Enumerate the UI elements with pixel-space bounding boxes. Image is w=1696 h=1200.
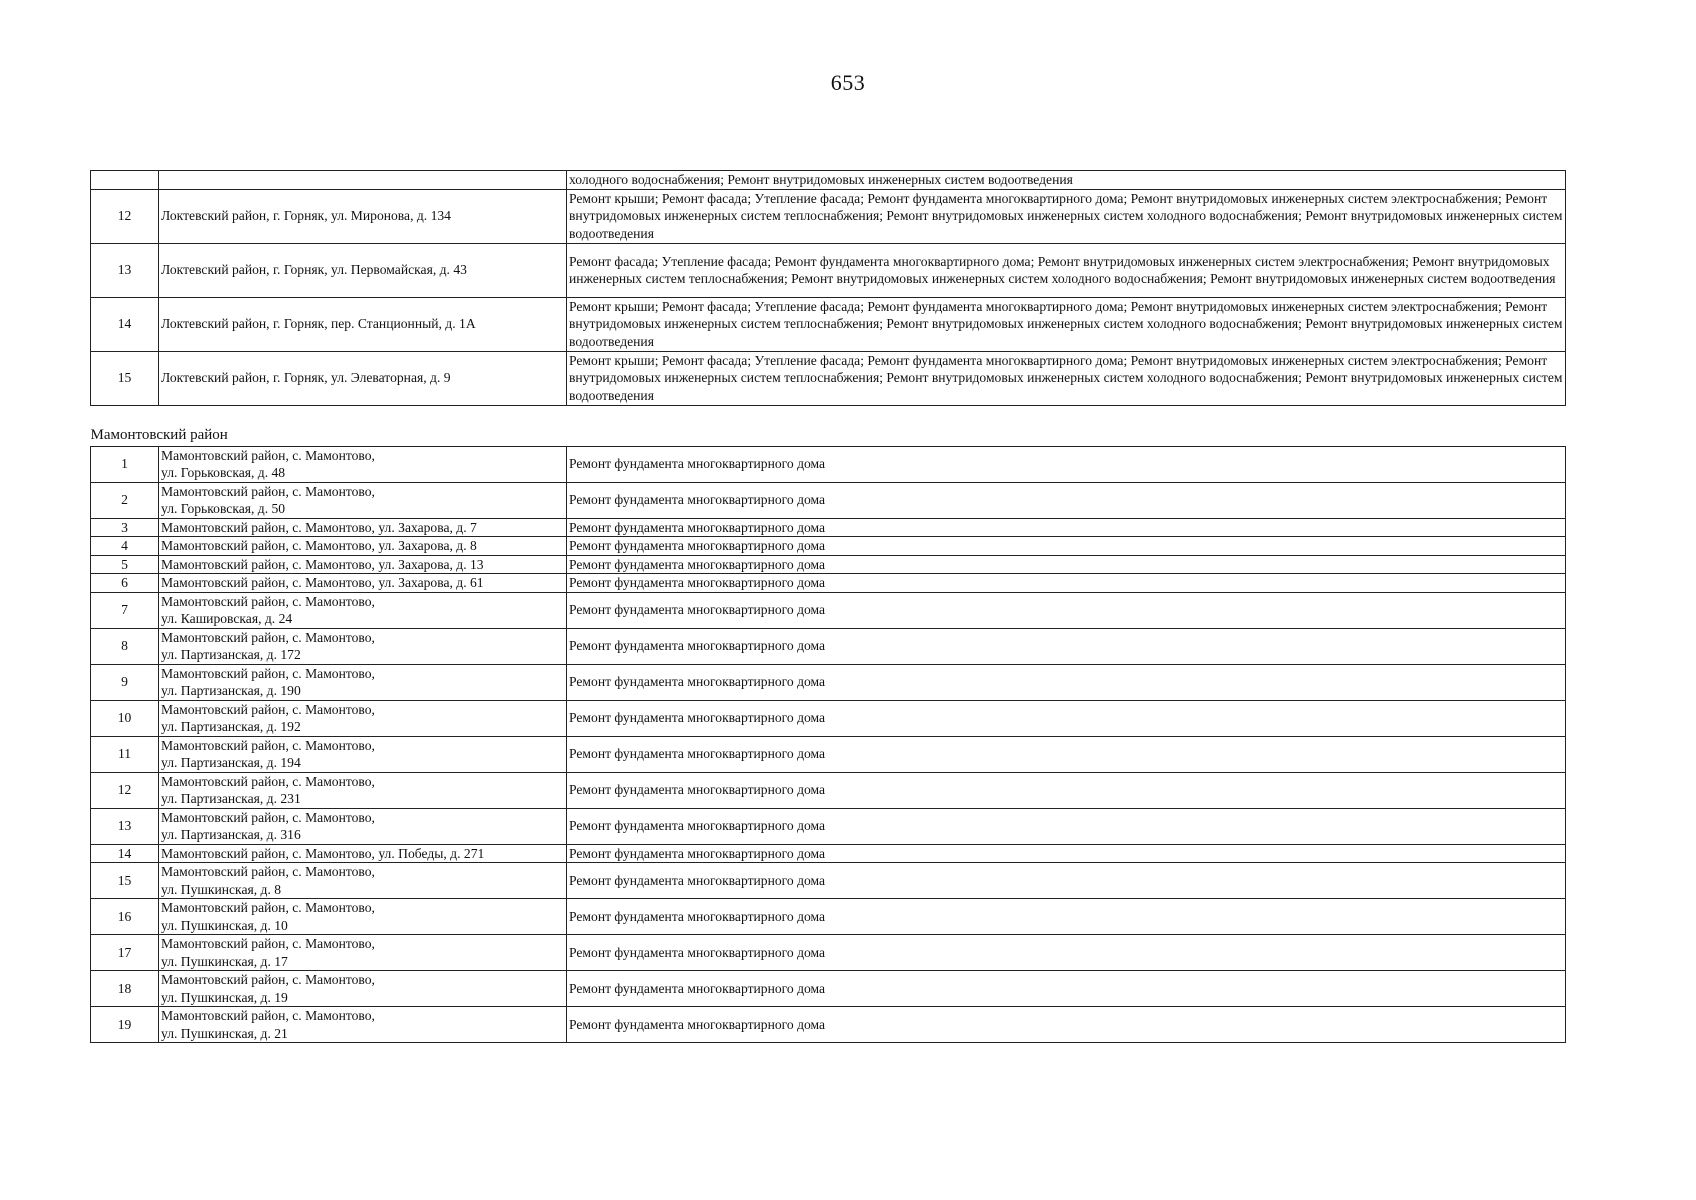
table-row — [91, 772, 1566, 808]
address-line-1: Мамонтовский район, с. Мамонтово, — [161, 483, 375, 499]
row-number: 16 — [91, 899, 159, 935]
row-works: Ремонт фундамента многоквартирного дома — [567, 971, 1566, 1007]
row-address — [159, 592, 567, 628]
row-number: 13 — [91, 243, 159, 297]
row-works: Ремонт фундамента многоквартирного дома — [567, 574, 1566, 593]
table-row — [91, 935, 1566, 971]
address-line-1: Мамонтовский район, с. Мамонтово, — [161, 665, 375, 681]
row-works: Ремонт фундамента многоквартирного дома — [567, 628, 1566, 664]
address-line-1: Мамонтовский район, с. Мамонтово, ул. Победы, д. 271 — [161, 845, 485, 861]
table-row — [91, 555, 1566, 574]
row-address — [159, 863, 567, 899]
row-number: 15 — [91, 351, 159, 405]
row-works: Ремонт фундамента многоквартирного дома — [567, 518, 1566, 537]
row-works: Ремонт фундамента многоквартирного дома — [567, 1007, 1566, 1043]
address-line-1: Мамонтовский район, с. Мамонтово, ул. Захарова, д. 61 — [161, 575, 484, 590]
table-row — [91, 189, 1566, 243]
row-address — [159, 971, 567, 1007]
address-line-2: ул. Пушкинская, д. 17 — [161, 953, 288, 969]
row-address — [159, 935, 567, 971]
row-number: 15 — [91, 863, 159, 899]
table-row — [91, 844, 1566, 863]
row-works: Ремонт фундамента многоквартирного дома — [567, 808, 1566, 844]
row-address — [159, 537, 567, 556]
row-works: Ремонт крыши; Ремонт фасада; Утепление фасада; Ремонт фундамента многоквартирного дома; Ремонт внутридомовых инженерных систем электроснабжения; Ремонт внутридомовых инженерных систем теплоснабжения; Ремонт внутридомовых инженерных систем холодного водоснабжения; Ремонт внутридомовых инженерных систем водоотведения — [567, 297, 1566, 351]
address-line-1: Мамонтовский район, с. Мамонтово, — [161, 629, 375, 645]
row-address — [159, 574, 567, 593]
row-works: Ремонт фундамента многоквартирного дома — [567, 899, 1566, 935]
row-address: Локтевский район, г. Горняк, ул. Первомайская, д. 43 — [159, 243, 567, 297]
row-number: 19 — [91, 1007, 159, 1043]
row-number: 4 — [91, 537, 159, 556]
address-line-2: ул. Пушкинская, д. 8 — [161, 881, 282, 897]
row-number: 17 — [91, 935, 159, 971]
address-line-1: Мамонтовский район, с. Мамонтово, — [161, 972, 375, 987]
repair-registry-body — [91, 171, 1566, 1043]
table-row — [91, 574, 1566, 593]
address-line-1: Мамонтовский район, с. Мамонтово, — [161, 936, 375, 951]
repair-registry-table — [90, 170, 1566, 1043]
row-works: Ремонт фундамента многоквартирного дома — [567, 935, 1566, 971]
table-row — [91, 482, 1566, 518]
row-address — [159, 482, 567, 518]
table-row — [91, 592, 1566, 628]
row-number: 12 — [91, 189, 159, 243]
row-number: 7 — [91, 592, 159, 628]
row-address — [159, 700, 567, 736]
row-number: 6 — [91, 574, 159, 593]
row-address: Локтевский район, г. Горняк, ул. Миронова, д. 134 — [159, 189, 567, 243]
address-line-1: Мамонтовский район, с. Мамонтово, — [161, 900, 375, 915]
row-works: Ремонт фундамента многоквартирного дома — [567, 555, 1566, 574]
row-works: Ремонт фундамента многоквартирного дома — [567, 537, 1566, 556]
row-address — [159, 628, 567, 664]
address-line-2: ул. Партизанская, д. 316 — [161, 827, 301, 842]
row-address: Локтевский район, г. Горняк, пер. Станционный, д. 1А — [159, 297, 567, 351]
row-works: Ремонт фундамента многоквартирного дома — [567, 863, 1566, 899]
address-line-1: Мамонтовский район, с. Мамонтово, — [161, 864, 375, 879]
table-row — [91, 628, 1566, 664]
row-address — [159, 555, 567, 574]
address-line-1: Мамонтовский район, с. Мамонтово, — [161, 737, 375, 753]
address-line-2: ул. Пушкинская, д. 21 — [161, 1025, 288, 1041]
row-address — [159, 518, 567, 537]
address-line-2: ул. Партизанская, д. 194 — [161, 755, 301, 770]
row-number: 1 — [91, 446, 159, 482]
row-works: Ремонт фундамента многоквартирного дома — [567, 446, 1566, 482]
page-number: 653 — [830, 70, 866, 95]
table-row — [91, 518, 1566, 537]
row-number — [91, 171, 159, 190]
table-row-continuation — [91, 171, 1566, 190]
address-line-1: Мамонтовский район, с. Мамонтово, — [161, 701, 375, 717]
address-line-1: Мамонтовский район, с. Мамонтово, — [161, 773, 375, 789]
address-line-2: ул. Пушкинская, д. 19 — [161, 989, 288, 1005]
address-line-2: ул. Партизанская, д. 172 — [161, 647, 301, 662]
row-address — [159, 171, 567, 190]
table-row — [91, 446, 1566, 482]
table-row — [91, 664, 1566, 700]
table-row — [91, 736, 1566, 772]
address-line-1: Мамонтовский район, с. Мамонтово, — [161, 593, 375, 609]
row-address — [159, 844, 567, 863]
address-line-1: Мамонтовский район, с. Мамонтово, ул. Захарова, д. 8 — [161, 538, 477, 553]
table-row — [91, 297, 1566, 351]
row-works: Ремонт фундамента многоквартирного дома — [567, 482, 1566, 518]
row-number: 18 — [91, 971, 159, 1007]
row-address — [159, 772, 567, 808]
row-works: Ремонт крыши; Ремонт фасада; Утепление фасада; Ремонт фундамента многоквартирного дома; Ремонт внутридомовых инженерных систем электроснабжения; Ремонт внутридомовых инженерных систем теплоснабжения; Ремонт внутридомовых инженерных систем холодного водоснабжения; Ремонт внутридомовых инженерных систем водоотведения — [567, 189, 1566, 243]
address-line-2: ул. Партизанская, д. 231 — [161, 791, 301, 806]
section-header-row — [91, 405, 1566, 446]
row-number: 11 — [91, 736, 159, 772]
table-row — [91, 351, 1566, 405]
row-number: 14 — [91, 297, 159, 351]
row-works: Ремонт фундамента многоквартирного дома — [567, 772, 1566, 808]
address-line-2: ул. Горьковская, д. 48 — [161, 465, 286, 480]
row-works: Ремонт крыши; Ремонт фасада; Утепление фасада; Ремонт фундамента многоквартирного дома; Ремонт внутридомовых инженерных систем электроснабжения; Ремонт внутридомовых инженерных систем теплоснабжения; Ремонт внутридомовых инженерных систем холодного водоснабжения; Ремонт внутридомовых инженерных систем водоотведения — [567, 351, 1566, 405]
row-works: холодного водоснабжения; Ремонт внутридомовых инженерных систем водоотведения — [567, 171, 1566, 190]
address-line-2: ул. Горьковская, д. 50 — [161, 501, 286, 516]
row-works: Ремонт фундамента многоквартирного дома — [567, 664, 1566, 700]
row-works: Ремонт фундамента многоквартирного дома — [567, 700, 1566, 736]
address-line-1: Мамонтовский район, с. Мамонтово, — [161, 809, 375, 825]
row-address — [159, 446, 567, 482]
address-line-1: Мамонтовский район, с. Мамонтово, — [161, 1008, 375, 1023]
row-works: Ремонт фасада; Утепление фасада; Ремонт фундамента многоквартирного дома; Ремонт внутридомовых инженерных систем электроснабжения; Ремонт внутридомовых инженерных систем теплоснабжения; Ремонт внутридомовых инженерных систем холодного водоснабжения; Ремонт внутридомовых инженерных систем водоотведения — [567, 243, 1566, 297]
row-number: 12 — [91, 772, 159, 808]
address-line-2: ул. Партизанская, д. 192 — [161, 719, 301, 734]
row-works: Ремонт фундамента многоквартирного дома — [567, 844, 1566, 863]
row-number: 10 — [91, 700, 159, 736]
row-number: 13 — [91, 808, 159, 844]
row-address — [159, 808, 567, 844]
address-line-2: ул. Партизанская, д. 190 — [161, 683, 301, 698]
address-line-2: ул. Кашировская, д. 24 — [161, 611, 293, 626]
row-number: 3 — [91, 518, 159, 537]
row-address: Локтевский район, г. Горняк, ул. Элеваторная, д. 9 — [159, 351, 567, 405]
row-works: Ремонт фундамента многоквартирного дома — [567, 592, 1566, 628]
table-row — [91, 1007, 1566, 1043]
address-line-1: Мамонтовский район, с. Мамонтово, ул. Захарова, д. 13 — [161, 556, 484, 572]
row-number: 8 — [91, 628, 159, 664]
table-row — [91, 537, 1566, 556]
row-address — [159, 664, 567, 700]
row-number: 14 — [91, 844, 159, 863]
row-number: 5 — [91, 555, 159, 574]
row-address — [159, 736, 567, 772]
table-row — [91, 971, 1566, 1007]
row-number: 9 — [91, 664, 159, 700]
address-line-1: Мамонтовский район, с. Мамонтово, — [161, 447, 375, 463]
table-row — [91, 243, 1566, 297]
table-row — [91, 808, 1566, 844]
table-row — [91, 863, 1566, 899]
address-line-1: Мамонтовский район, с. Мамонтово, ул. Захарова, д. 7 — [161, 519, 477, 535]
table-row — [91, 700, 1566, 736]
row-address — [159, 899, 567, 935]
row-number: 2 — [91, 482, 159, 518]
section-title: Мамонтовский район — [91, 405, 1566, 446]
table-row — [91, 899, 1566, 935]
row-works: Ремонт фундамента многоквартирного дома — [567, 736, 1566, 772]
address-line-2: ул. Пушкинская, д. 10 — [161, 917, 288, 933]
row-address — [159, 1007, 567, 1043]
